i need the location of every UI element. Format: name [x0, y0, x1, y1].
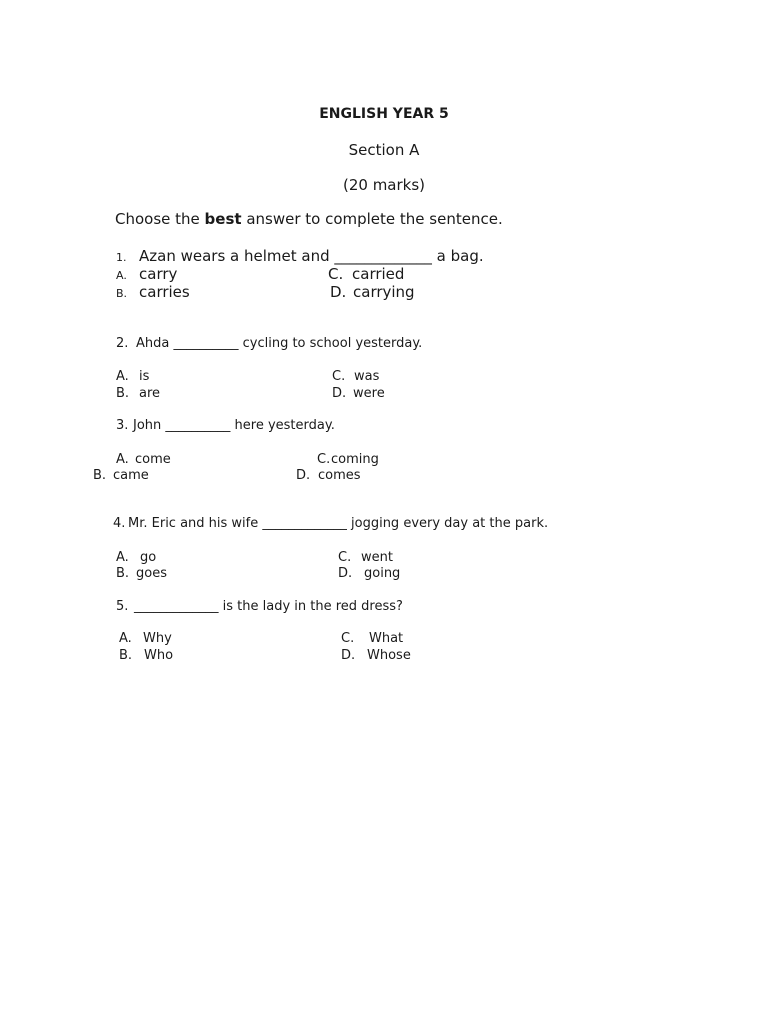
option-label: D.: [341, 648, 356, 663]
option-text: went: [361, 550, 393, 565]
option-text: carried: [352, 265, 405, 283]
question-number: 2.: [116, 336, 129, 351]
option-label: C.: [338, 550, 352, 565]
option-text: Who: [144, 648, 174, 663]
option-label: C.: [328, 265, 344, 283]
section-heading: Section A: [348, 141, 420, 159]
page-title: ENGLISH YEAR 5: [319, 106, 449, 122]
option-text: is: [139, 369, 150, 384]
option-label: D.: [296, 468, 311, 483]
option-text: carry: [139, 265, 178, 283]
option-text: carrying: [353, 283, 415, 301]
question-text: _____________ is the lady in the red dress?: [134, 599, 403, 614]
instruction: [115, 212, 503, 227]
question-text: John __________ here yesterday.: [133, 418, 335, 433]
option-label: A.: [116, 269, 127, 282]
instruction-before: Choose the: [115, 210, 205, 228]
option-label: D.: [332, 386, 347, 401]
option-text: are: [139, 386, 161, 401]
option-label: C.: [341, 631, 355, 646]
question-number: 1.: [116, 251, 127, 264]
marks-note: (20 marks): [342, 176, 426, 194]
question-text: Ahda __________ cycling to school yesterday.: [136, 336, 423, 351]
option-label: B.: [119, 648, 133, 663]
question-text: Mr. Eric and his wife _____________ jogging every day at the park.: [128, 516, 549, 531]
option-text: goes: [136, 566, 167, 581]
option-label: C.: [332, 369, 346, 384]
question-text: Azan wears a helmet and _____________ a bag.: [139, 247, 484, 265]
option-label: C.: [317, 452, 331, 467]
option-label: B.: [116, 566, 130, 581]
question-number: 5.: [116, 599, 129, 614]
option-text: Why: [143, 631, 172, 646]
option-label: D.: [330, 283, 347, 301]
option-text: Whose: [367, 648, 411, 663]
option-label: B.: [116, 287, 128, 300]
option-label: A.: [116, 550, 129, 565]
option-text: coming: [331, 452, 379, 467]
option-text: were: [353, 386, 385, 401]
option-text: comes: [318, 468, 361, 483]
instruction-after: answer to complete the sentence.: [241, 210, 503, 228]
option-label: A.: [116, 452, 129, 467]
option-text: carries: [139, 283, 190, 301]
option-label: A.: [119, 631, 132, 646]
option-text: was: [354, 369, 380, 384]
option-label: A.: [116, 369, 129, 384]
option-label: B.: [93, 468, 107, 483]
option-label: D.: [338, 566, 353, 581]
question-number: 3.: [116, 418, 129, 433]
option-text: came: [113, 468, 149, 483]
option-label: B.: [116, 386, 130, 401]
option-text: What: [369, 631, 404, 646]
instruction-bold: best: [204, 210, 242, 228]
option-text: come: [135, 452, 171, 467]
option-text: going: [364, 566, 401, 581]
option-text: go: [140, 550, 157, 565]
question-number: 4.: [113, 516, 126, 531]
